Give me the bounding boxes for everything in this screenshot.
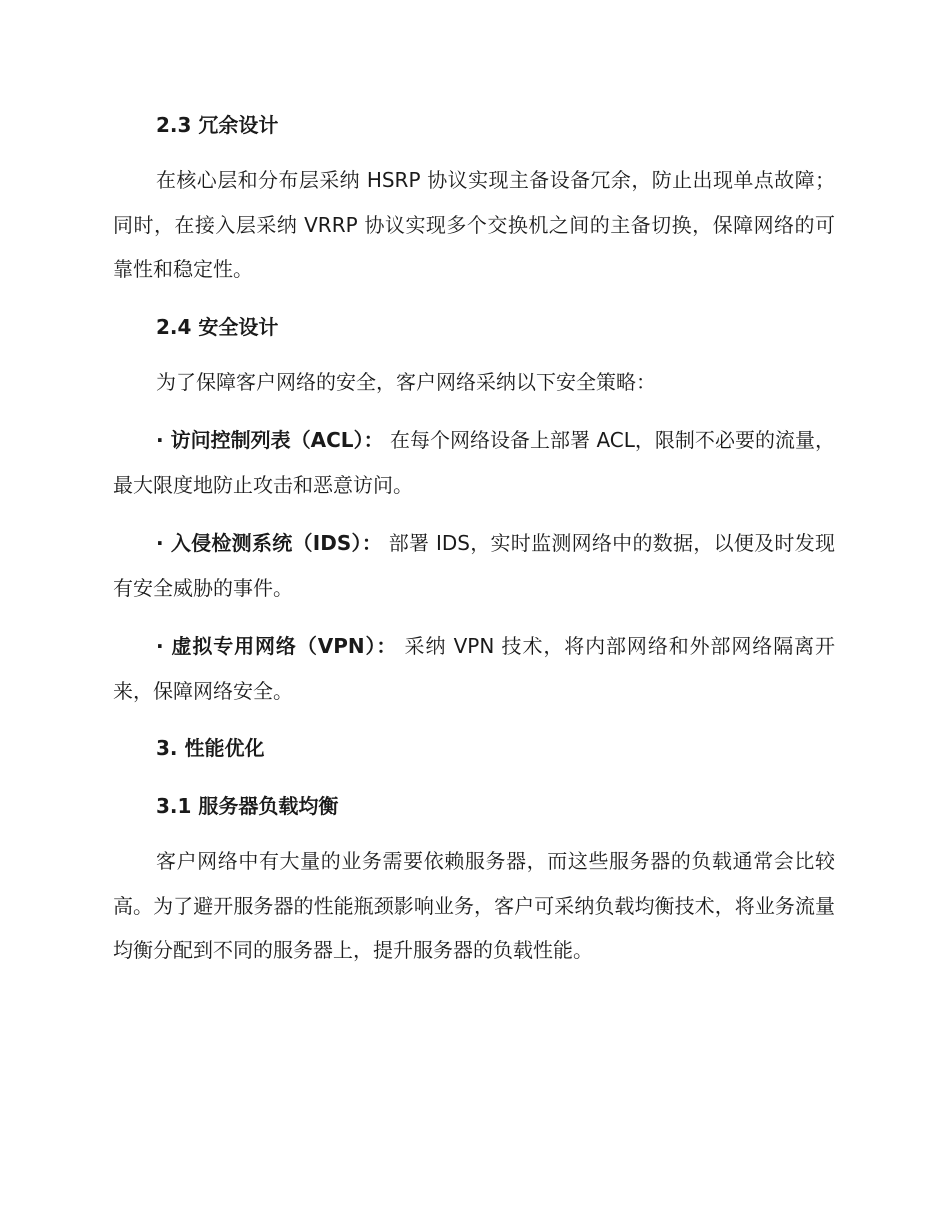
- section-heading-redundancy: 2.3 冗余设计: [156, 113, 279, 137]
- paragraph-security-intro: 为了保障客户网络的安全，客户网络采纳以下安全策略：: [156, 369, 656, 394]
- list-item-acl-text: 在每个网络设备上部署 ACL，限制不必要的流量，最大限度地防止攻击和恶意访问。: [113, 428, 835, 497]
- list-item-ids-lead: · 入侵检测系统（IDS）：: [156, 531, 383, 555]
- section-heading-performance: 3. 性能优化: [156, 736, 265, 760]
- list-item-ids: [113, 521, 835, 610]
- list-item-vpn: [113, 624, 835, 713]
- list-item-acl: [113, 418, 835, 507]
- section-heading-security: 2.4 安全设计: [156, 314, 279, 339]
- list-item-ids-text: 部署 IDS，实时监测网络中的数据，以便及时发现有安全威胁的事件。: [113, 531, 835, 600]
- paragraph-redundancy: 在核心层和分布层采纳 HSRP 协议实现主备设备冗余，防止出现单点故障；同时，在接入层采纳 VRRP 协议实现多个交换机之间的主备切换，保障网络的可靠性和稳定性。: [113, 168, 835, 281]
- list-item-vpn-lead: · 虚拟专用网络（VPN）：: [156, 634, 398, 658]
- section-heading-load-balancing: 3.1 服务器负载均衡: [156, 794, 339, 818]
- paragraph-load-balancing: 客户网络中有大量的业务需要依赖服务器，而这些服务器的负载通常会比较高。为了避开服务器的性能瓶颈影响业务，客户可采纳负载均衡技术，将业务流量均衡分配到不同的服务器上，提升服务器的负载性能。: [113, 849, 835, 962]
- list-item-acl-lead: · 访问控制列表（ACL）：: [156, 428, 384, 452]
- document-page: [113, 110, 835, 973]
- list-item-vpn-text: 采纳 VPN 技术，将内部网络和外部网络隔离开来，保障网络安全。: [113, 634, 835, 703]
